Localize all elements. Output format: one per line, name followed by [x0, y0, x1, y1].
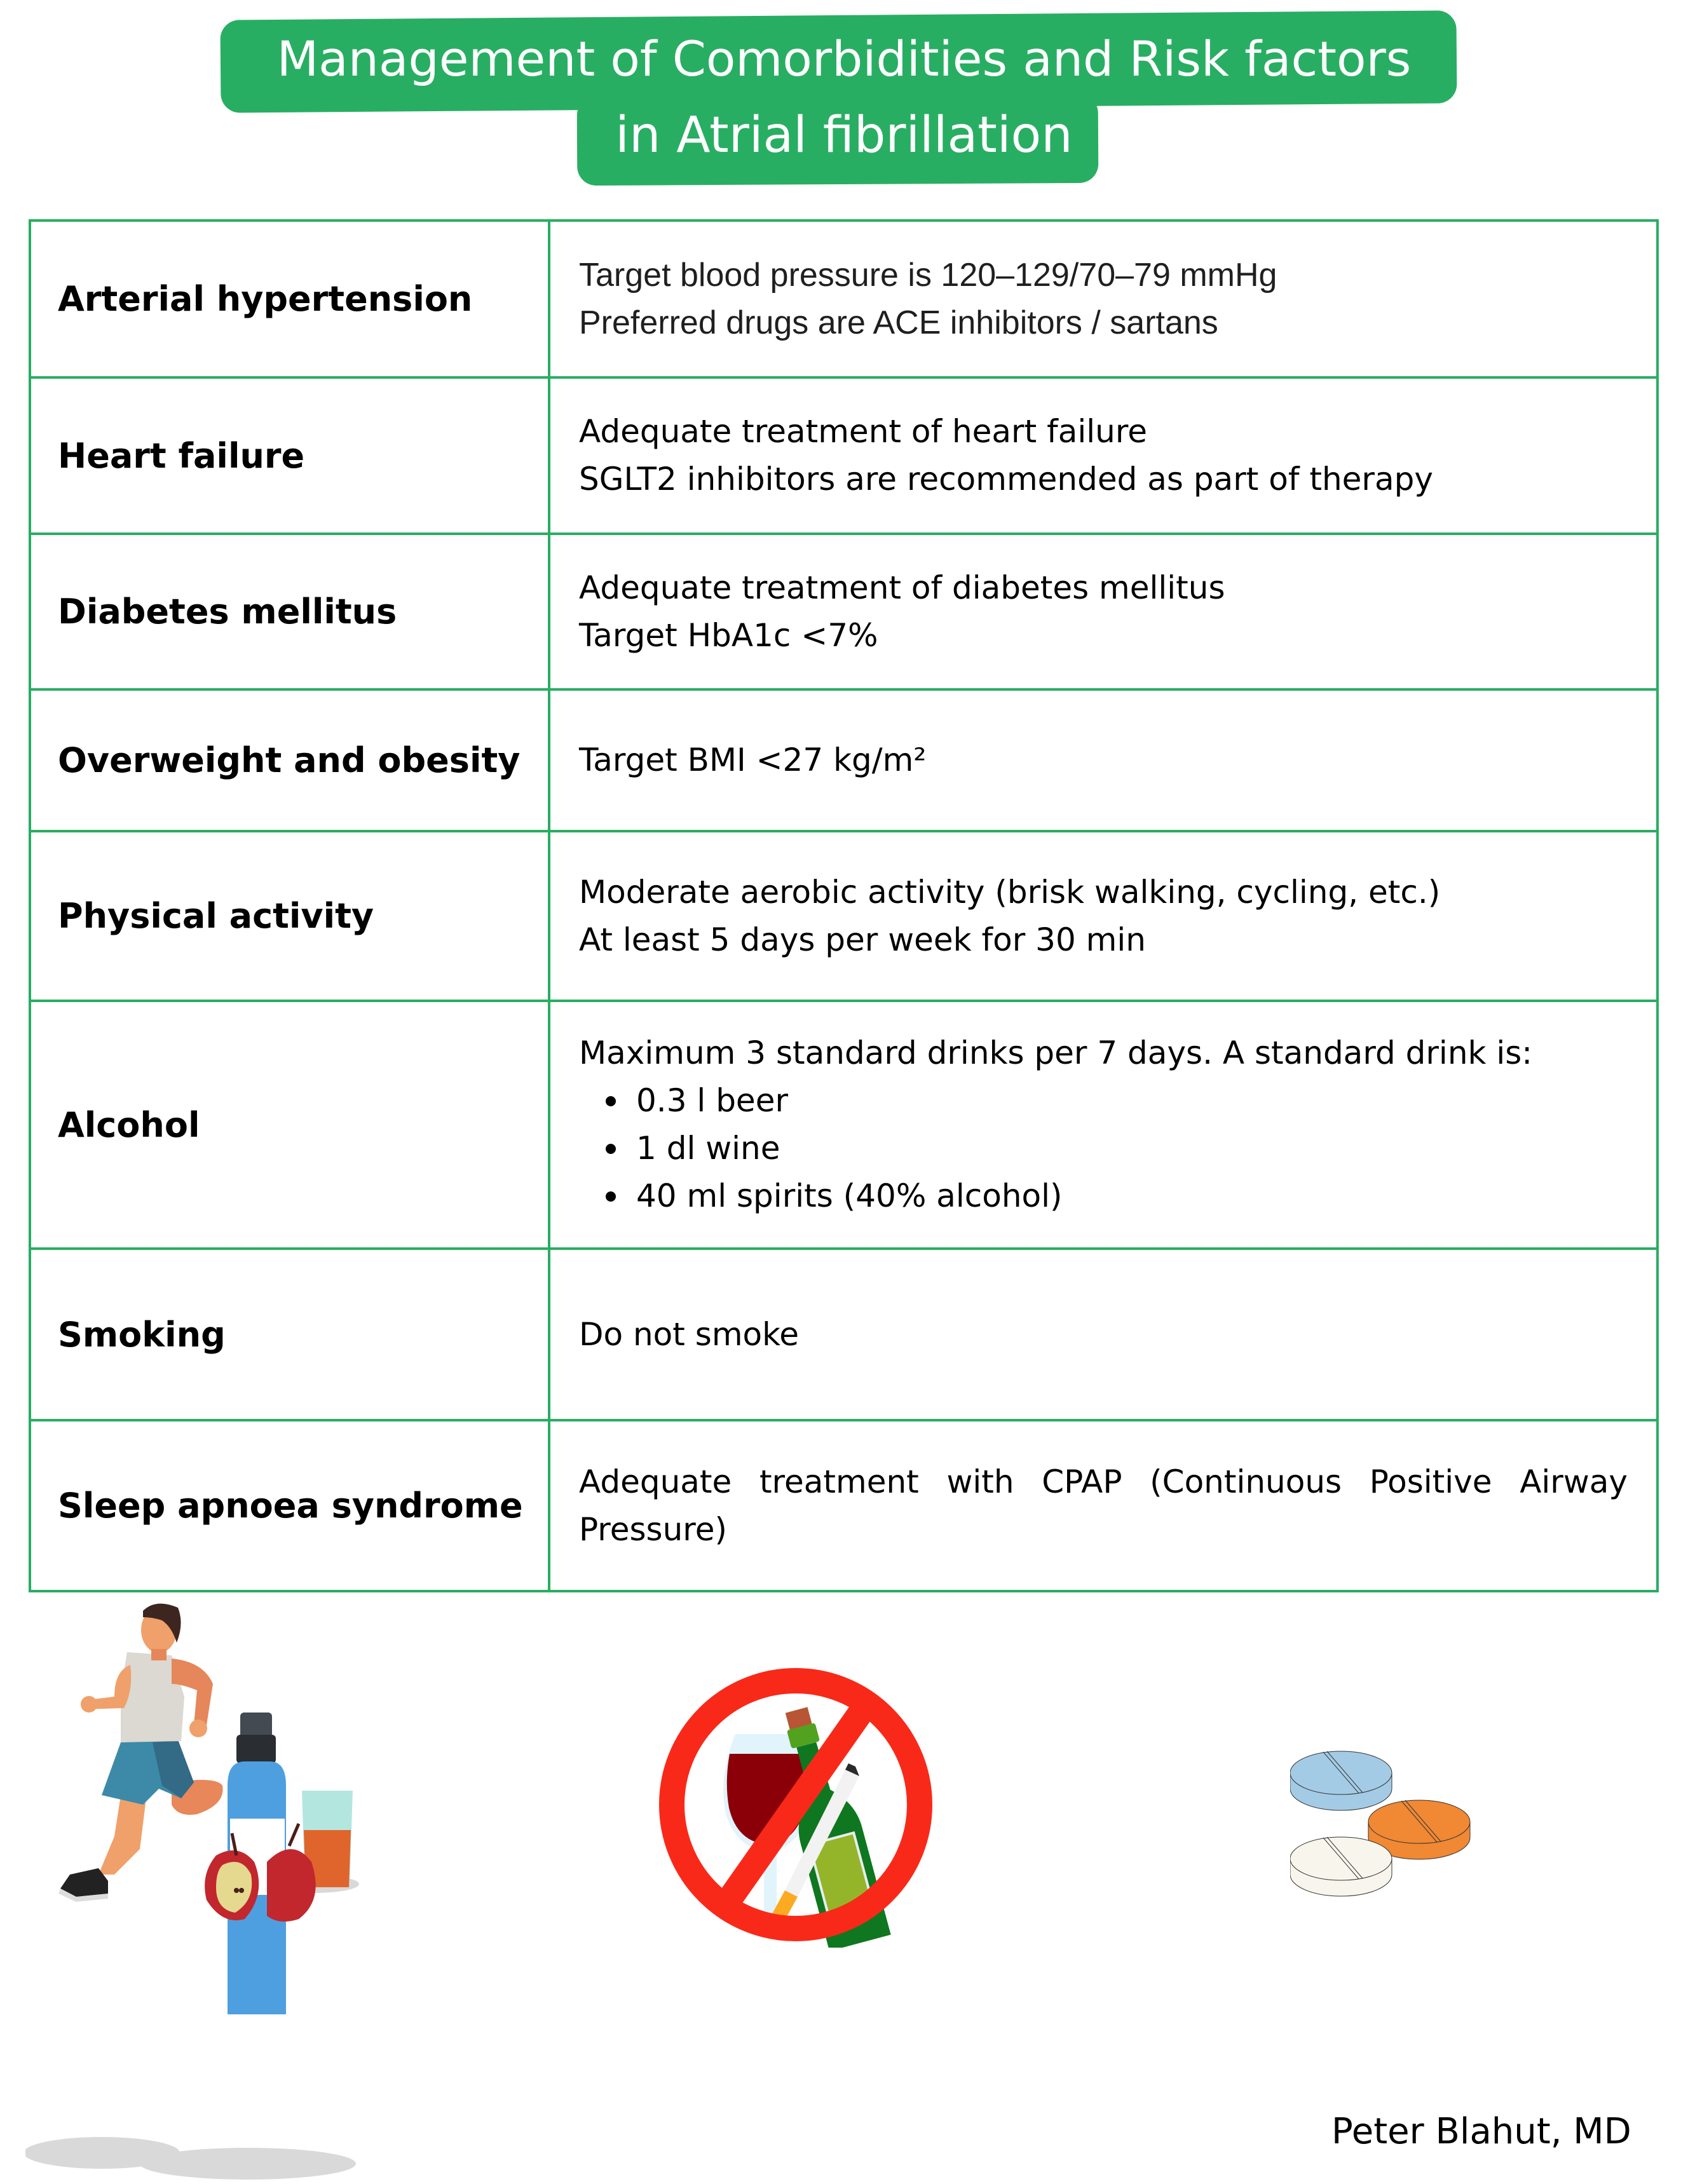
table-row-arterial-hypertension [29, 219, 1659, 379]
row-content-cell [548, 688, 1659, 832]
row-label: Heart failure [58, 435, 305, 476]
table-row-diabetes-mellitus [29, 532, 1659, 691]
table-row-heart-failure [29, 376, 1659, 535]
row-label-cell [29, 1247, 550, 1421]
row-label-cell [29, 532, 550, 691]
content-line: Adequate treatment of heart failure [579, 413, 1148, 450]
content-line: Moderate aerobic activity (brisk walking, cycling, etc.) [579, 873, 1441, 911]
page-title-line-2: in Atrial fibrillation [615, 107, 1073, 164]
no-alcohol-smoking-sign [655, 1662, 937, 1948]
content-line: Adequate treatment with CPAP (Continuous Positive Airway [579, 1463, 1628, 1500]
list-item: 40 ml spirits (40% alcohol) [606, 1172, 1532, 1220]
row-label-cell [29, 1000, 550, 1250]
row-label-cell [29, 830, 550, 1002]
row-content [579, 1029, 1532, 1220]
row-content [579, 869, 1440, 964]
table-row-physical-activity [29, 830, 1659, 1002]
list-item: 0.3 l beer [606, 1077, 1532, 1125]
list-item: 1 dl wine [606, 1125, 1532, 1172]
content-line: Target blood pressure is 120–129/70–79 mmHg [579, 256, 1277, 294]
row-label: Sleep apnoea syndrome [58, 1486, 523, 1526]
table-row-alcohol [29, 1000, 1659, 1250]
row-content-cell [548, 376, 1659, 535]
row-label: Overweight and obesity [58, 740, 521, 780]
row-label-cell [29, 376, 550, 535]
row-label: Alcohol [58, 1104, 200, 1145]
content-line: SGLT2 inhibitors are recommended as part of therapy [579, 461, 1433, 498]
content-line: Do not smoke [579, 1315, 800, 1353]
row-content [579, 564, 1225, 660]
content-line: Adequate treatment of diabetes mellitus [579, 569, 1225, 606]
row-label: Diabetes mellitus [58, 592, 397, 632]
row-content [579, 252, 1277, 347]
row-content [579, 1311, 799, 1359]
row-content-cell [548, 532, 1659, 691]
table-row-overweight-obesity [29, 688, 1659, 832]
row-label-cell [29, 219, 550, 379]
row-content-cell [548, 219, 1659, 379]
row-label-cell [29, 688, 550, 832]
white-pill-icon [1290, 1837, 1392, 1896]
row-label: Arterial hypertension [58, 279, 473, 319]
blue-pill-icon [1290, 1751, 1392, 1810]
row-label: Smoking [58, 1314, 226, 1355]
content-line: Target HbA1c <7% [579, 616, 878, 654]
page-title-line-1: Management of Comorbidities and Risk factors [276, 31, 1412, 87]
table-row-smoking [29, 1247, 1659, 1421]
row-content-cell [548, 1247, 1659, 1421]
title-banner [0, 0, 1688, 191]
pills-illustration [1290, 1741, 1589, 1938]
running-man-illustration [25, 1595, 629, 2180]
standard-drink-list [579, 1077, 1532, 1220]
row-content-cell [548, 1000, 1659, 1250]
content-line: Preferred drugs are ACE inhibitors / sartans [579, 304, 1218, 341]
content-line: At least 5 days per week for 30 min [579, 921, 1146, 958]
row-content-cell [548, 830, 1659, 1002]
row-label: Physical activity [58, 896, 374, 936]
row-content [579, 736, 926, 784]
table-row-sleep-apnoea [29, 1419, 1659, 1592]
row-content [579, 1458, 1628, 1554]
author-signature: Peter Blahut, MD [1331, 2111, 1631, 2152]
row-content-cell [548, 1419, 1659, 1592]
content-line: Maximum 3 standard drinks per 7 days. A standard drink is: [579, 1034, 1533, 1071]
content-line: Target BMI <27 kg/m² [579, 742, 927, 778]
row-label-cell [29, 1419, 550, 1592]
content-line: Pressure) [579, 1510, 728, 1548]
row-content [579, 408, 1433, 503]
